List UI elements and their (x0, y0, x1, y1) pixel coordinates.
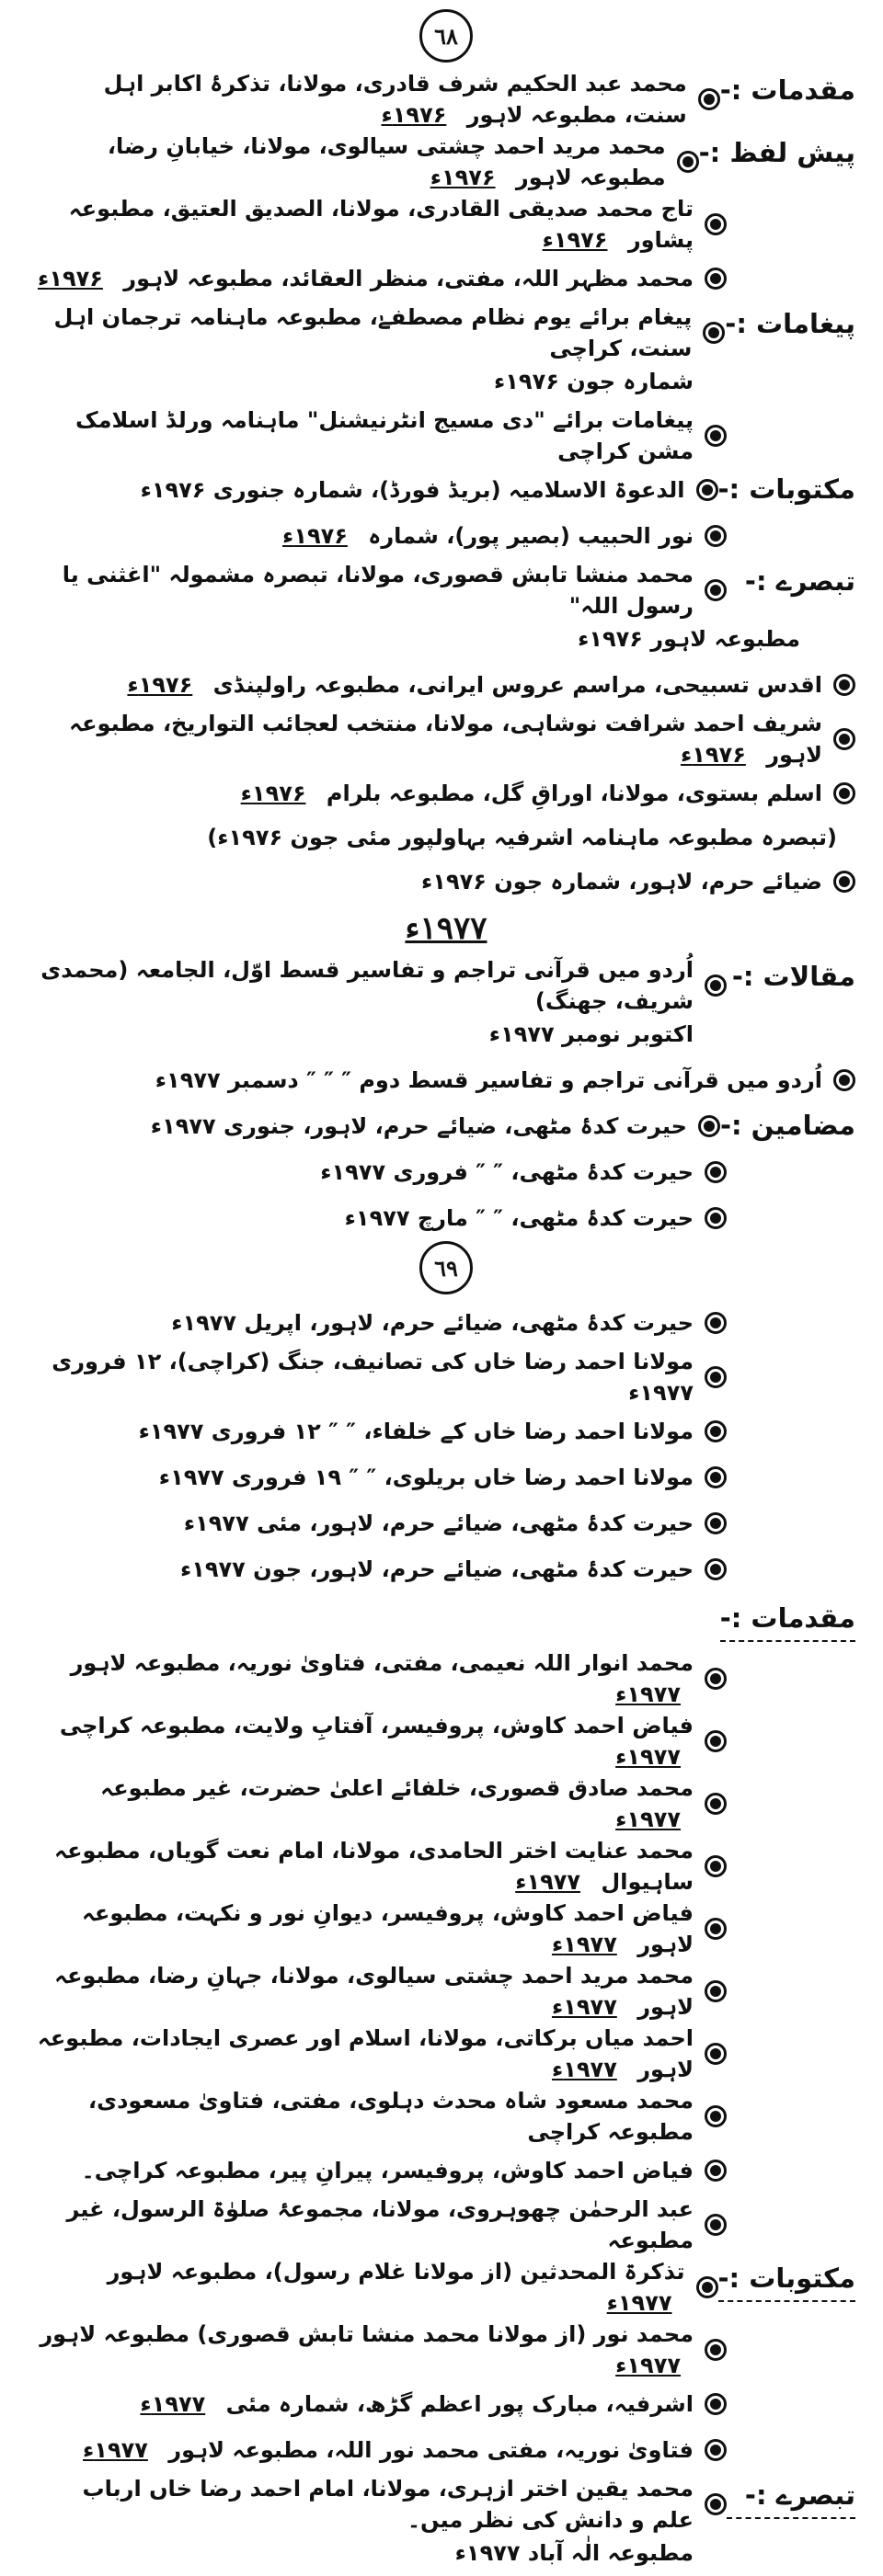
review-note: (تبصرہ مطبوعہ ماہنامہ اشرفیہ بہاولپور مئی جون ۱۹۷۶ء) (207, 825, 837, 850)
list-item (37, 1300, 727, 1346)
bullet-icon (705, 2439, 727, 2461)
section-tabsire-77 (37, 2473, 855, 2536)
entry-text: پیغام برائے یوم نظام مصطفےٰ، مطبوعہ ماہنامہ ترجمان اہل سنت، کراچی (53, 304, 693, 361)
bullet-icon (705, 1161, 727, 1183)
bullet-icon (705, 1366, 727, 1388)
entry-continuation: مطبوعہ لاہور ۱۹۷۶ء (578, 626, 800, 652)
entry-text: فتاویٰ نوریہ، مفتی محمد نور اللہ، مطبوعہ لاہور (168, 2437, 694, 2463)
entry-text: اُردو میں قرآنی تراجم و تفاسیر قسط اوّل، الجامعہ (محمدی شریف، جھنگ) (40, 957, 694, 1014)
list-item (37, 1454, 727, 1500)
section-label: مضامین :- (719, 1110, 855, 1141)
list-item (37, 193, 727, 256)
list-item (37, 770, 855, 816)
entry-text: شریف احمد شرافت نوشاہی، مولانا، منتخب لعجائب التواریخ، مطبوعہ لاہور (69, 711, 822, 768)
bullet-icon (696, 479, 718, 501)
bullet-icon (705, 2214, 727, 2236)
bullet-icon (705, 268, 727, 290)
entry-text: حیرت کدۂ مٹھی، ″ ″ مارچ ۱۹۷۷ء (344, 1205, 694, 1231)
list-item (37, 302, 725, 364)
page-number: ٦٨ (419, 9, 473, 63)
entry-text: محمد مسعود شاہ محدث دہلوی، مفتی، فتاویٰ مسعودی، مطبوعہ کراچی (87, 2088, 694, 2145)
entry-text: محمد صادق قصوری، خلفائے اعلیٰ حضرت، غیر مطبوعہ (100, 1775, 694, 1801)
bullet-icon (705, 2493, 727, 2515)
section-pesh-lafz (37, 131, 855, 193)
entry-year: ۱۹۷۷ء (606, 2290, 672, 2316)
section-mazamin (37, 1103, 855, 1149)
entry-text: عبد الرحمٰن چھوہروی، مولانا، مجموعۂ صلوٰۃ الرسول، غیر مطبوعہ (66, 2196, 694, 2253)
bullet-icon (698, 1115, 720, 1137)
entry-text: محمد یقین اختر ازہری، مولانا، امام احمد رضا خاں ارباب علم و دانش کی نظر میں۔ (82, 2476, 694, 2533)
section-maktubat (37, 467, 855, 513)
section-label: پیش لفظ :- (698, 137, 855, 168)
section-label: مقدمات :- (719, 74, 855, 106)
list-item (37, 2319, 727, 2381)
bullet-icon (705, 1855, 727, 1877)
list-item (37, 2085, 727, 2148)
section-muqaddimat (37, 68, 855, 131)
entry-year: ۱۹۷۷ء (83, 2437, 148, 2463)
entry-text: محمد عنایت اختر الحامدی، مولانا، امام نعت گویاں، مطبوعہ ساہیوال (54, 1838, 694, 1895)
bullet-icon (698, 88, 720, 110)
bullet-icon (703, 322, 725, 344)
entry-year: ۱۹۷۷ء (615, 2353, 681, 2378)
list-item (37, 954, 727, 1017)
entry-text: محمد عبد الحکیم شرف قادری، مولانا، تذکرۂ اکابر اہل سنت، مطبوعہ لاہور (103, 71, 687, 128)
entry-year: ۱۹۷۷ء (615, 1807, 681, 1832)
entry-text: فیاض احمد کاوش، پروفیسر، پیرانِ پیر، مطبوعہ کراچی۔ (81, 2158, 694, 2183)
entry-year: ۱۹۷۶ء (38, 266, 103, 291)
section-label: مکتوبات :- (718, 2256, 856, 2302)
list-item (37, 1960, 727, 2023)
bullet-icon (705, 1668, 727, 1690)
entry-text: اشرفیہ، مبارک پور اعظم گڑھ، شمارہ مئی (225, 2391, 694, 2417)
section-paighamat (37, 302, 855, 364)
list-item (37, 1710, 727, 1772)
entry-text: اقدس تسبیحی، مراسم عروس ایرانی، مطبوعہ راولپنڈی (212, 672, 822, 698)
entry-year: ۱۹۷۶ء (282, 523, 348, 549)
bullet-icon (705, 2160, 727, 2182)
bullet-icon (705, 1730, 727, 1752)
page-69 (0, 1232, 883, 2566)
entry-text: مولانا احمد رضا خاں کی تصانیف، جنگ (کراچی)، ۱۲ فروری ۱۹۷۷ء (52, 1349, 694, 1406)
list-item (37, 1898, 727, 1960)
list-item (37, 256, 727, 302)
entry-text: تذکرۃ المحدثین (از مولانا غلام رسول)، مطبوعہ لاہور (107, 2259, 685, 2285)
entry-year: ۱۹۷۷ء (515, 1869, 581, 1895)
list-item (37, 2023, 727, 2085)
entry-year: ۱۹۷۷ء (140, 2391, 206, 2417)
bullet-icon (677, 151, 699, 173)
bullet-icon (833, 1069, 855, 1091)
entry-continuation: مطبوعہ الٰہ آباد ۱۹۷۷ء (454, 2540, 694, 2566)
entry-text: الدعوۃ الاسلامیہ (بریڈ فورڈ)، شمارہ جنوری ۱۹۷۶ء (140, 477, 685, 503)
bullet-icon (705, 2043, 727, 2065)
list-item (37, 662, 855, 708)
entry-year: ۱۹۷۷ء (551, 1994, 617, 2020)
list-item (37, 1546, 727, 1592)
entry-continuation: شمارہ جون ۱۹۷۶ء (494, 369, 694, 394)
bullet-icon (833, 782, 855, 804)
section-maktubat-77 (37, 2256, 855, 2319)
bullet-icon (705, 2339, 727, 2361)
entry-text: حیرت کدۂ مٹھی، ″ ″ فروری ۱۹۷۷ء (320, 1159, 694, 1185)
entry-text: محمد منشا تابش قصوری، مولانا، تبصرہ مشمولہ "اغثنی یا رسول اللہ" (62, 562, 694, 619)
bullet-icon (705, 1312, 727, 1334)
bullet-icon (833, 674, 855, 696)
entry-text: حیرت کدۂ مٹھی، ضیائے حرم، لاہور، جنوری ۱۹۷۷ء (150, 1113, 687, 1139)
bullet-icon (833, 728, 855, 750)
page-number: ٦٩ (419, 1241, 473, 1294)
list-item (37, 513, 727, 559)
entry-text: اُردو میں قرآنی تراجم و تفاسیر قسط دوم ″ ″ ″ دسمبر ۱۹۷۷ء (155, 1067, 822, 1093)
entry-year: ۱۹۷۷ء (615, 1681, 681, 1707)
section-label: مقالات :- (731, 961, 855, 992)
bullet-icon (705, 1980, 727, 2002)
entry-text: محمد مظہر اللہ، مفتی، منظر العقائد، مطبوعہ لاہور (123, 266, 694, 291)
bullet-icon (705, 425, 727, 447)
bullet-icon (705, 975, 727, 997)
list-item (37, 405, 727, 467)
bullet-icon (705, 579, 727, 601)
list-item (37, 1103, 720, 1149)
entry-year: ۱۹۷۶ء (542, 227, 608, 253)
entry-text: نور الحبیب (بصیر پور)، شمارہ (368, 523, 694, 549)
section-tabsire (37, 559, 855, 621)
entry-text: ضیائے حرم، لاہور، شمارہ جون ۱۹۷۶ء (421, 869, 822, 895)
entry-text: اسلم بستوی، مولانا، اوراقِ گل، مطبوعہ بلرام (326, 781, 822, 806)
list-item (37, 1346, 727, 1408)
section-label: پیغامات :- (725, 308, 855, 339)
list-item (37, 708, 855, 770)
section-maqalat (37, 954, 855, 1017)
bullet-icon (833, 871, 855, 893)
list-item (37, 1772, 727, 1835)
bullet-icon (705, 2105, 727, 2127)
entry-text: محمد نور (از مولانا محمد منشا تابش قصوری) مطبوعہ لاہور (40, 2321, 694, 2347)
bullet-icon (705, 1918, 727, 1940)
list-item (37, 1500, 727, 1546)
entry-text: احمد میاں برکاتی، مولانا، اسلام اور عصری ایجادات، مطبوعہ لاہور (37, 2025, 694, 2082)
entry-text: فیاض احمد کاوش، پروفیسر، آفتابِ ولایت، مطبوعہ کراچی (59, 1713, 694, 1738)
entry-year: ۱۹۷۶ء (240, 781, 306, 806)
list-item (37, 2473, 727, 2536)
entry-text: تاج محمد صدیقی القادری، مولانا، الصدیق العتیق، مطبوعہ پشاور (68, 196, 694, 253)
bullet-icon (705, 1466, 727, 1488)
entry-text: مولانا احمد رضا خاں بریلوی، ″ ″ ۱۹ فروری ۱۹۷۷ء (158, 1465, 694, 1490)
entry-text: مولانا احمد رضا خاں کے خلفاء، ″ ″ ۱۲ فروری ۱۹۷۷ء (138, 1419, 694, 1444)
year-heading: ۱۹۷۷ء (405, 910, 487, 947)
list-item (37, 2381, 727, 2427)
list-item (37, 1149, 727, 1195)
list-item (37, 2427, 727, 2473)
entry-year: ۱۹۷۷ء (551, 1932, 617, 1957)
entry-text: محمد انوار اللہ نعیمی، مفتی، فتاویٰ نوریہ، مطبوعہ لاہور (70, 1650, 694, 1676)
entry-text: حیرت کدۂ مٹھی، ضیائے حرم، لاہور، جون ۱۹۷۷ء (179, 1556, 694, 1582)
entry-continuation: اکتوبر نومبر ۱۹۷۷ء (488, 1021, 694, 1047)
list-item (37, 1057, 855, 1103)
bullet-icon (705, 525, 727, 547)
page-68 (0, 0, 883, 1232)
entry-year: ۱۹۷۶ء (680, 742, 746, 768)
list-item (37, 2256, 718, 2319)
list-item (37, 2194, 727, 2256)
list-item (37, 1835, 727, 1898)
list-item (37, 859, 855, 905)
section-label: تبصرے :- (744, 565, 855, 597)
list-item (37, 131, 699, 193)
section-label: مقدمات :- (720, 1596, 855, 1642)
entry-text: حیرت کدۂ مٹھی، ضیائے حرم، لاہور، اپریل ۱۹۷۷ء (171, 1310, 694, 1336)
bullet-icon (696, 2276, 718, 2298)
entry-text: محمد مرید احمد چشتی سیالوی، مولانا، خیابانِ رضا، مطبوعہ لاہور (107, 133, 666, 190)
list-item (37, 2148, 727, 2194)
bullet-icon (705, 213, 727, 235)
list-item (37, 68, 720, 131)
list-item (37, 467, 718, 513)
section-label: مکتوبات :- (717, 473, 855, 505)
list-item (37, 1408, 727, 1454)
bullet-icon (705, 1793, 727, 1815)
entry-year: ۱۹۷۶ء (430, 165, 496, 190)
entry-year: ۱۹۷۷ء (615, 1744, 681, 1770)
entry-year: ۱۹۷۷ء (551, 2057, 617, 2082)
entry-text: پیغامات برائے "دی مسیج انٹرنیشنل" ماہنامہ ورلڈ اسلامک مشن کراچی (75, 407, 694, 464)
bullet-icon (705, 1558, 727, 1580)
list-item (37, 559, 727, 621)
entry-text: محمد مرید احمد چشتی سیالوی، مولانا، جہانِ رضا، مطبوعہ لاہور (54, 1963, 694, 2020)
bullet-icon (705, 1420, 727, 1442)
section-label: تبصرے :- (727, 2473, 855, 2519)
entry-year: ۱۹۷۶ء (381, 102, 447, 128)
bullet-icon (705, 1512, 727, 1534)
entry-text: فیاض احمد کاوش، پروفیسر، دیوانِ نور و نکہت، مطبوعہ لاہور (81, 1900, 694, 1957)
bullet-icon (705, 2393, 727, 2415)
bullet-icon (705, 1207, 727, 1229)
entry-year: ۱۹۷۶ء (127, 672, 193, 698)
list-item (37, 1647, 727, 1710)
entry-text: حیرت کدۂ مٹھی، ضیائے حرم، لاہور، مئی ۱۹۷۷ء (183, 1510, 694, 1536)
